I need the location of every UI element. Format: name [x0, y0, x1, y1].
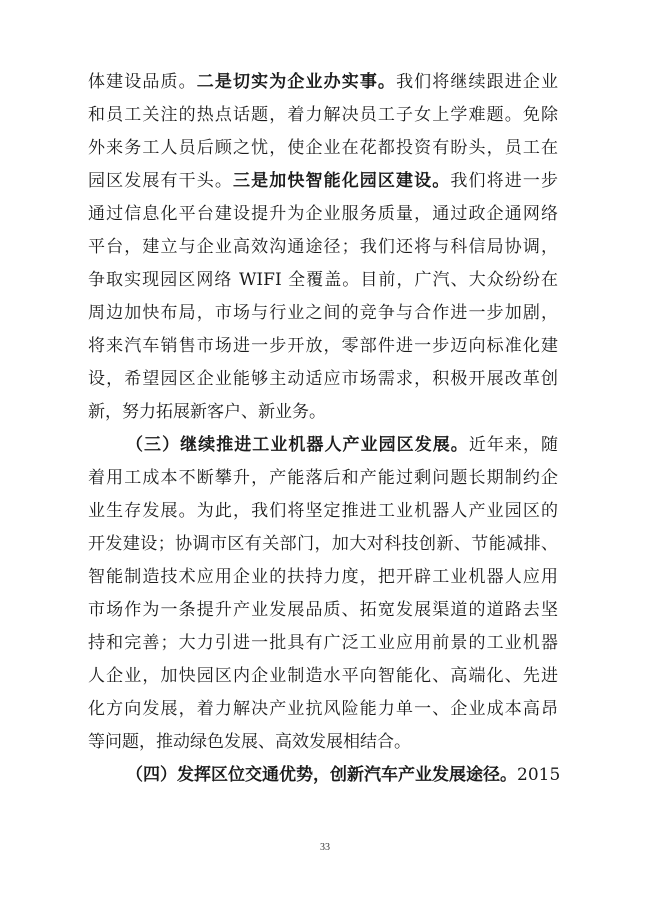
text-line [88, 660, 558, 693]
body-text [88, 66, 561, 792]
body-text-segment: 近年来，随 [468, 435, 559, 455]
page-number: 33 [320, 842, 330, 853]
body-text-segment: 体建设品质。 [88, 72, 197, 92]
text-line [88, 495, 558, 528]
text-line [88, 528, 558, 561]
body-text-segment: 市场作为一条提升产业发展品质、拓宽发展渠道的道路去坚 [88, 600, 558, 620]
body-text-segment: 新，努力拓展新客户、新业务。 [88, 402, 326, 422]
bold-heading-text: （三）继续推进工业机器人产业园区发展。 [126, 435, 469, 455]
text-line [88, 759, 561, 792]
body-text-segment: 将来汽车销售市场进一步开放，零部件进一步迈向标准化建 [88, 336, 558, 356]
text-line [88, 396, 558, 429]
body-text-segment: 和员工关注的热点话题，着力解决员工子女上学难题。免除 [88, 105, 558, 125]
text-line [88, 561, 558, 594]
body-text-segment: 业生存发展。为此，我们将坚定推进工业机器人产业园区的 [88, 501, 558, 521]
body-text-segment: 争取实现园区网络 WIFI 全覆盖。目前，广汽、大众纷纷在 [88, 270, 558, 290]
text-line [88, 429, 558, 462]
text-line [88, 99, 558, 132]
body-text-segment: 我们将继续跟进企业 [396, 72, 559, 92]
bold-heading-text: 三是加快智能化园区建设。 [232, 171, 451, 191]
body-text-segment: 化方向发展，着力解决产业抗风险能力单一、企业成本高昂 [88, 699, 558, 719]
text-line [88, 363, 558, 396]
body-text-segment: 开发建设；协调市区有关部门，加大对科技创新、节能减排、 [88, 534, 558, 554]
body-text-segment: 设，希望园区企业能够主动适应市场需求，积极开展改革创 [88, 369, 558, 389]
body-text-segment: 着用工成本不断攀升，产能落后和产能过剩问题长期制约企 [88, 468, 558, 488]
text-line [88, 726, 558, 759]
body-text-segment: 2015 [517, 765, 561, 785]
bold-heading-text: （四）发挥区位交通优势，创新汽车产业发展途径。 [126, 765, 517, 785]
text-line [88, 297, 558, 330]
body-text-segment: 周边加快布局，市场与行业之间的竞争与合作进一步加剧， [88, 303, 558, 323]
text-line [88, 66, 558, 99]
body-text-segment: 人企业，加快园区内企业制造水平向智能化、高端化、先进 [88, 666, 558, 686]
body-text-segment: 平台，建立与企业高效沟通途径；我们还将与科信局协调， [88, 237, 558, 257]
text-line [88, 462, 558, 495]
bold-heading-text: 二是切实为企业办实事。 [196, 72, 397, 92]
body-text-segment: 外来务工人员后顾之忧，使企业在花都投资有盼头，员工在 [88, 138, 558, 158]
body-text-segment: 智能制造技术应用企业的扶持力度，把开辟工业机器人应用 [88, 567, 558, 587]
text-line [88, 165, 558, 198]
body-text-segment: 持和完善；大力引进一批具有广泛工业应用前景的工业机器 [88, 633, 558, 653]
body-text-segment: 我们将进一步 [450, 171, 559, 191]
text-line [88, 693, 558, 726]
text-line [88, 627, 558, 660]
text-line [88, 132, 558, 165]
body-text-segment: 园区发展有干头。 [88, 171, 233, 191]
body-text-segment: 等问题，推动绿色发展、高效发展相结合。 [88, 732, 411, 752]
body-text-segment: 通过信息化平台建设提升为企业服务质量，通过政企通网络 [88, 204, 558, 224]
text-line [88, 330, 558, 363]
text-line [88, 264, 558, 297]
text-line [88, 231, 558, 264]
text-line [88, 198, 558, 231]
text-line [88, 594, 558, 627]
